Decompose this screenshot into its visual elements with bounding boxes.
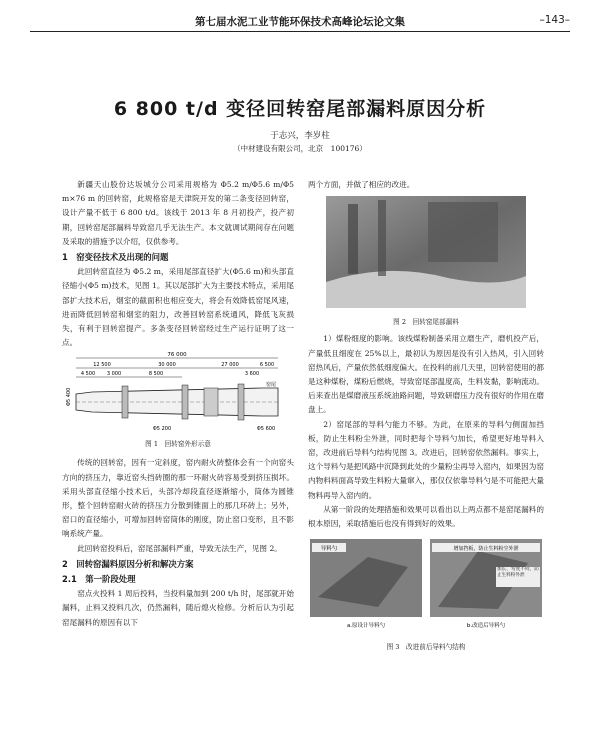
right-paragraph-2: 2）窑尾部的导料勺能力不够。为此，在原来的导料勺侧面加挡板，防止生料粉尘外泄，同时把每个导料勺加长，希望更好地导料入窑，改进前后导料勺结构见图 3。改进后，回转窑依然漏料。事实上，这个导料勺是把风路中沉降到此处的少量粉尘再导入窑内，如果因为窑内物料料面高导致生料粉大量窜入，那仅仅依靠导料勺是不可能把大量物料再导入窑内的。	[308, 419, 544, 500]
left-column	[62, 178, 294, 630]
dim-f: 3 000	[106, 371, 122, 378]
figure-3	[308, 537, 544, 637]
kiln-outline-drawing	[62, 350, 294, 490]
kiln-tail-leak-photo	[308, 192, 544, 310]
kiln-tail-label: 窑尾	[265, 382, 276, 389]
right-paragraph-3: 从第一阶段的处理措施和效果可以看出以上两点都不是窑尾漏料的根本原因，采取措施后也没有得到好的效果。	[308, 504, 544, 529]
section-1-paragraph-1: 此回转窑直径为 Φ5.2 m，采用尾部直径扩大(Φ5.6 m)和头部直径缩小(Φ5 m)技术，见图 1。其以尾部扩大为主要技术特点，采用尾部扩大技术后，烟室的截面积也相应变大，将会有效降低窑尾风速，进而降低回转窑和烟室的阻力，改善回转窑系统通风，降低飞灰损失，有利于回转窑提产。多条变径回转窑经过生产运行证明了这一点。	[62, 267, 294, 348]
dim-e: 4 500	[80, 371, 96, 378]
dia-mid: Φ5 200	[152, 426, 172, 433]
fig3-b-tag1: 增加挡板，防止生料粉尘外泄	[453, 546, 519, 553]
running-header	[30, 14, 570, 28]
fig3-b-tag2: 加长，弯度不同，防止生料粉外泄	[497, 567, 539, 578]
section-2-heading: 2 回转窑漏料原因分析和解决方案	[62, 558, 194, 569]
dim-h: 3 600	[244, 371, 260, 378]
journal-name: 第七届水泥工业节能环保技术高峰论坛论文集	[195, 16, 405, 28]
page-number: –143–	[539, 14, 570, 26]
dim-c: 27 000	[221, 362, 239, 369]
fig3-a-subcaption: a.原设计导料勺	[346, 623, 386, 630]
section-1-heading: 1 窑变径技术及出现的问题	[62, 252, 169, 263]
figure-1	[62, 350, 294, 490]
dim-b: 30 000	[158, 362, 176, 369]
dim-total: 76 000	[167, 352, 187, 359]
section-1-paragraph-2: 传统的回转窑，因有一定斜度，窑内耐火砖整体会有一个向窑头方向的挤压力，靠近窑头挡砖圈的那一环耐火砖容易受到挤压损坏。采用头部直径缩小技术后，头部冷却段直径逐渐缩小，筒体为圆锥形，整个回转窑耐火砖的挤压力分散到锥面上的那几环砖上；另外，窑口的直径缩小，可增加回转窑筒体的刚度，防止窑口变形，且不影响系统产量。	[62, 458, 294, 539]
scoop-photos	[308, 537, 544, 633]
right-column	[308, 178, 544, 657]
fig3-b-subcaption: b.改造后导料勺	[466, 623, 506, 630]
right-paragraph-1: 1）煤粉细度的影响。该线煤粉制备采用立磨生产，磨机投产后，产量低且细度在 25%以上，最初认为原因是没有引入热风，引入回转窑热风后，产量依然低细度偏大。在投料的前几天里，回转窑使用的都是这种煤粉，煤粉后燃烧，导致窑尾部温度高，生料发黏，影响流动。后来查出是煤磨液压系统油路问题，导致研磨压力没有很好的作用在磨盘上。	[308, 334, 544, 415]
figure-3-caption: 图 3 改进前后导料勺结构	[386, 643, 466, 652]
section-2-1-heading: 2.1 第一阶段处理	[62, 574, 136, 585]
section-2-1-paragraph: 窑点火投料 1 周后投料，当投料量加到 200 t/h 时，尾部就开始漏料，止料又投料几次，仍然漏料，随后熄火检修。分析后认为引起窑尾漏料的原因有以下	[62, 589, 294, 627]
figure-2-caption: 图 2 回转窑尾部漏料	[393, 318, 459, 327]
section-1-paragraph-3: 此回转窑投料后，窑尾部漏料严重，导致无法生产，见图 2。	[77, 543, 282, 553]
dia-head: Φ5 400	[66, 388, 72, 407]
author-line: 于志兴，李岁柱	[270, 131, 330, 141]
continuation-line: 两个方面，并做了相应的改进。	[308, 180, 415, 189]
paper-title: 6 800 t/d 变径回转窑尾部漏料原因分析	[113, 98, 487, 120]
affiliation-line: （中材建设有限公司，北京 100176）	[233, 144, 367, 153]
dim-g: 8 500	[148, 371, 164, 378]
figure-1-caption: 图 1 回转窑外形示意	[145, 440, 211, 449]
intro-paragraph: 新疆天山股份达坂城分公司采用规格为 Φ5.2 m/Φ5.6 m/Φ5 m×76 m 的回转窑，此规格窑是天津院开发的第二条变径回转窑，设计产量不低于 6 800 t/d。该线于 2013 年 8 月初投产，投产初期，回转窑尾部漏料导致窑几乎无法生产。本文就调试期间存在问题及采取的措施予以介绍，仅供参考。	[62, 180, 294, 246]
figure-2	[308, 192, 544, 312]
dia-tail: Φ5 600	[256, 426, 276, 433]
fig3-a-tag: 导料勺	[320, 546, 338, 553]
dim-d: 6 500	[259, 362, 275, 369]
dim-a: 12 500	[93, 362, 111, 369]
header-rule	[30, 31, 570, 32]
